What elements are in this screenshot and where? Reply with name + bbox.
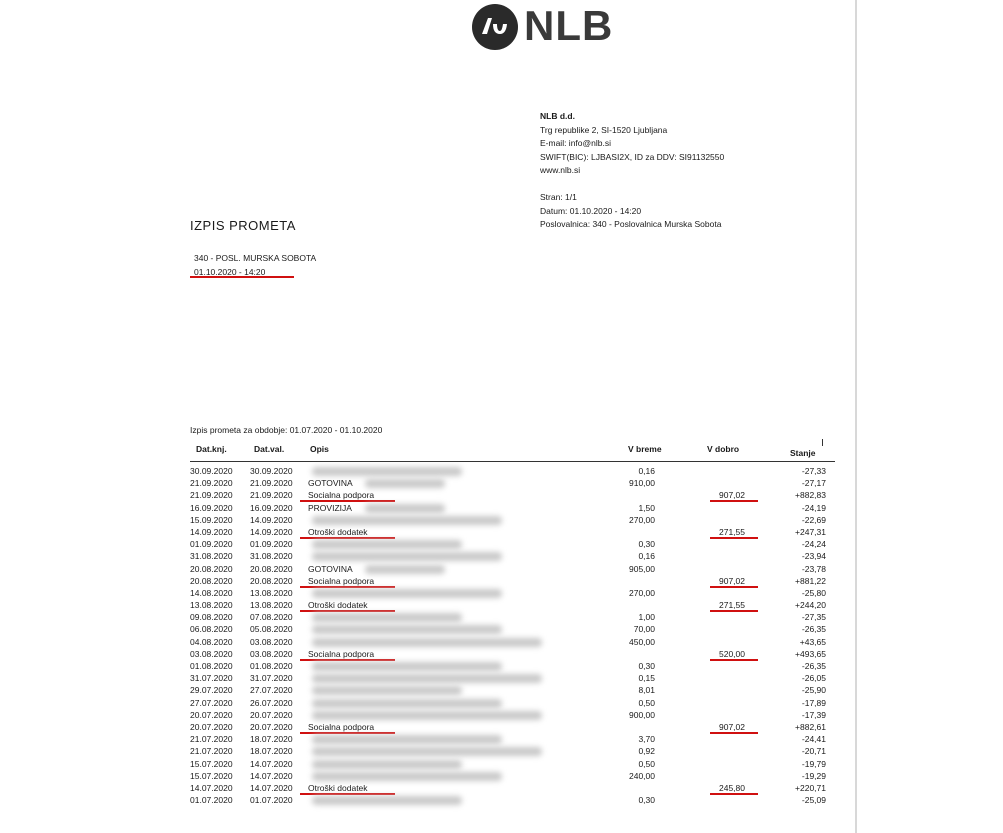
redacted-text	[312, 747, 542, 756]
table-row	[190, 623, 840, 635]
transactions-table	[190, 465, 840, 806]
debit-amount: 0,16	[638, 466, 655, 476]
bank-name: NLB d.d.	[540, 111, 575, 121]
balance: +244,20	[795, 600, 826, 611]
table-row	[190, 563, 840, 575]
balance: -23,94	[801, 551, 826, 562]
redacted-text	[312, 552, 502, 561]
header-dat-knj: Dat.knj.	[196, 444, 227, 454]
page-edge	[855, 0, 857, 833]
debit-amount: 900,00	[629, 709, 655, 720]
timestamp-underline	[190, 276, 294, 278]
date-booked: 15.07.2020	[190, 758, 233, 769]
description: Socialna podpora	[308, 490, 375, 501]
date-booked: 20.07.2020	[190, 709, 233, 720]
description: Otroški dodatek	[308, 782, 368, 793]
date-booked: 21.07.2020	[190, 734, 233, 745]
balance: -22,69	[801, 514, 826, 525]
nlb-brand-text: NLB	[524, 2, 614, 49]
bank-swift: SWIFT(BIC): LJBASI2X, ID za DDV: SI91132550	[540, 151, 725, 162]
debit-amount: 1,50	[638, 502, 655, 513]
branch-code: 340 - POSL. MURSKA SOBOTA	[194, 253, 317, 263]
bank-address: Trg republike 2, SI-1520 Ljubljana	[540, 124, 668, 135]
description: PROVIZIJA	[308, 502, 352, 513]
table-row	[190, 782, 840, 794]
redacted-text	[312, 674, 542, 683]
date-value: 14.07.2020	[250, 758, 293, 769]
date-value: 03.08.2020	[250, 636, 293, 647]
date-value: 14.07.2020	[250, 782, 293, 793]
date-value: 01.08.2020	[250, 661, 293, 671]
header-v-dobro: V dobro	[707, 444, 740, 454]
redacted-text	[365, 479, 445, 488]
balance: -19,29	[801, 770, 826, 781]
redacted-text	[312, 467, 462, 476]
balance: -23,78	[801, 563, 826, 574]
date-value: 27.07.2020	[250, 685, 293, 696]
branch-block	[194, 252, 316, 279]
redacted-text	[312, 711, 542, 720]
redacted-text	[312, 662, 502, 671]
table-row	[190, 733, 840, 745]
credit-amount: 520,00	[719, 648, 745, 659]
redacted-text	[312, 540, 462, 549]
header-v-breme: V breme	[628, 444, 662, 454]
balance: -27,35	[801, 612, 826, 623]
date-value: 14.09.2020	[250, 514, 293, 525]
balance: +43,65	[799, 636, 826, 647]
document-title: IZPIS PROMETA	[190, 218, 296, 233]
description: Socialna podpora	[308, 648, 375, 659]
date-value: 31.07.2020	[250, 673, 293, 684]
debit-amount: 0,92	[638, 746, 655, 757]
redacted-text	[312, 589, 502, 598]
date-booked: 01.09.2020	[190, 539, 233, 550]
debit-amount: 0,50	[638, 758, 655, 769]
credit-amount: 271,55	[719, 600, 745, 611]
debit-amount: 0,50	[638, 697, 655, 708]
header-opis: Opis	[310, 444, 329, 454]
description: Otroški dodatek	[308, 526, 368, 537]
description: GOTOVINA	[308, 563, 353, 574]
balance: -17,39	[801, 709, 826, 720]
table-row	[190, 502, 840, 514]
balance: -24,19	[801, 502, 826, 513]
balance: +220,71	[795, 782, 826, 793]
table-row	[190, 697, 840, 709]
date-booked: 16.09.2020	[190, 502, 233, 513]
date-value: 18.07.2020	[250, 734, 293, 745]
table-row	[190, 684, 840, 696]
date-booked: 01.08.2020	[190, 661, 233, 671]
table-row	[190, 758, 840, 770]
date-value: 14.07.2020	[250, 770, 293, 781]
redacted-text	[312, 613, 462, 622]
header-tick	[822, 439, 823, 446]
redacted-text	[312, 686, 462, 695]
bank-info-block	[540, 110, 724, 232]
table-row	[190, 648, 840, 660]
balance: +882,61	[795, 721, 826, 732]
date-value: 20.08.2020	[250, 575, 293, 586]
balance: -26,35	[801, 661, 826, 671]
balance: -20,71	[801, 746, 826, 757]
date-value: 01.09.2020	[250, 539, 293, 550]
redacted-text	[312, 699, 502, 708]
date-booked: 21.09.2020	[190, 478, 233, 489]
date-value: 07.08.2020	[250, 612, 293, 623]
balance: -25,09	[801, 795, 826, 806]
debit-amount: 450,00	[629, 636, 655, 647]
debit-amount: 0,15	[638, 673, 655, 684]
credit-amount: 907,02	[719, 721, 745, 732]
debit-amount: 0,30	[638, 795, 655, 806]
date-booked: 20.08.2020	[190, 575, 233, 586]
date-value: 20.08.2020	[250, 563, 293, 574]
date-value: 13.08.2020	[250, 600, 293, 611]
debit-amount: 240,00	[629, 770, 655, 781]
balance: -19,79	[801, 758, 826, 769]
date-booked: 13.08.2020	[190, 600, 233, 611]
table-row	[190, 672, 840, 684]
date-booked: 14.07.2020	[190, 782, 233, 793]
credit-amount: 271,55	[719, 526, 745, 537]
debit-amount: 0,30	[638, 539, 655, 550]
date-booked: 31.08.2020	[190, 551, 233, 562]
date-value: 21.09.2020	[250, 478, 293, 489]
bank-branch: Poslovalnica: 340 - Poslovalnica Murska Sobota	[540, 219, 722, 230]
balance: -26,35	[801, 624, 826, 635]
date-booked: 14.09.2020	[190, 526, 233, 537]
date-booked: 21.09.2020	[190, 490, 233, 501]
date-value: 14.09.2020	[250, 526, 293, 537]
balance: -27,33	[801, 466, 826, 476]
print-date: Datum: 01.10.2020 - 14:20	[540, 205, 642, 216]
table-row	[190, 794, 840, 806]
date-booked: 04.08.2020	[190, 636, 233, 647]
table-row	[190, 770, 840, 782]
statement-timestamp: 01.10.2020 - 14:20	[194, 266, 266, 277]
header-rule	[190, 461, 835, 462]
table-row	[190, 587, 840, 599]
redacted-text	[312, 516, 502, 525]
debit-amount: 0,30	[638, 661, 655, 671]
date-booked: 27.07.2020	[190, 697, 233, 708]
balance: -25,90	[801, 685, 826, 696]
nlb-logo	[472, 2, 632, 52]
table-row	[190, 538, 840, 550]
bank-website: www.nlb.si	[540, 165, 581, 176]
table-row	[190, 660, 840, 672]
balance: +493,65	[795, 648, 826, 659]
table-row	[190, 575, 840, 587]
redacted-text	[312, 735, 502, 744]
date-value: 18.07.2020	[250, 746, 293, 757]
date-booked: 20.08.2020	[190, 563, 233, 574]
credit-amount: 245,80	[719, 782, 745, 793]
date-booked: 03.08.2020	[190, 648, 233, 659]
balance: +882,83	[795, 490, 826, 501]
description: Socialna podpora	[308, 721, 375, 732]
debit-amount: 270,00	[629, 514, 655, 525]
balance: -25,80	[801, 587, 826, 598]
debit-amount: 8,01	[638, 685, 655, 696]
date-value: 30.09.2020	[250, 466, 293, 476]
page-number: Stran: 1/1	[540, 191, 577, 202]
debit-amount: 270,00	[629, 587, 655, 598]
date-booked: 15.07.2020	[190, 770, 233, 781]
date-booked: 09.08.2020	[190, 612, 233, 623]
description: Socialna podpora	[308, 575, 375, 586]
table-row	[190, 636, 840, 648]
redacted-text	[312, 772, 502, 781]
balance: -27,17	[801, 478, 826, 489]
table-row	[190, 550, 840, 562]
redacted-text	[312, 796, 462, 805]
redacted-text	[312, 625, 502, 634]
date-booked: 29.07.2020	[190, 685, 233, 696]
statement-period: Izpis prometa za obdobje: 01.07.2020 - 01.10.2020	[190, 425, 383, 435]
redacted-text	[312, 638, 542, 647]
date-booked: 30.09.2020	[190, 466, 233, 476]
redacted-text	[312, 760, 462, 769]
description: GOTOVINA	[308, 478, 353, 489]
balance: +881,22	[795, 575, 826, 586]
credit-amount: 907,02	[719, 490, 745, 501]
credit-amount: 907,02	[719, 575, 745, 586]
table-row	[190, 465, 840, 477]
table-row	[190, 611, 840, 623]
date-value: 05.08.2020	[250, 624, 293, 635]
table-row	[190, 526, 840, 538]
date-value: 26.07.2020	[250, 697, 293, 708]
date-booked: 01.07.2020	[190, 795, 233, 806]
debit-amount: 1,00	[638, 612, 655, 623]
debit-amount: 0,16	[638, 551, 655, 562]
date-booked: 06.08.2020	[190, 624, 233, 635]
date-booked: 20.07.2020	[190, 721, 233, 732]
table-row	[190, 709, 840, 721]
balance: -24,24	[801, 539, 826, 550]
table-row	[190, 514, 840, 526]
date-value: 20.07.2020	[250, 709, 293, 720]
date-value: 31.08.2020	[250, 551, 293, 562]
table-row	[190, 477, 840, 489]
date-booked: 14.08.2020	[190, 587, 233, 598]
header-dat-val: Dat.val.	[254, 444, 285, 454]
balance: -17,89	[801, 697, 826, 708]
header-stanje: Stanje	[790, 448, 816, 458]
nlb-logo-icon	[472, 4, 518, 50]
debit-amount: 70,00	[633, 624, 655, 635]
balance: -24,41	[801, 734, 826, 745]
table-row	[190, 599, 840, 611]
date-value: 03.08.2020	[250, 648, 293, 659]
balance: -26,05	[801, 673, 826, 684]
date-booked: 15.09.2020	[190, 514, 233, 525]
table-row	[190, 489, 840, 501]
balance: +247,31	[795, 526, 826, 537]
date-value: 01.07.2020	[250, 795, 293, 806]
date-value: 16.09.2020	[250, 502, 293, 513]
redacted-text	[365, 565, 445, 574]
description: Otroški dodatek	[308, 600, 368, 611]
date-booked: 21.07.2020	[190, 746, 233, 757]
bank-email: E-mail: info@nlb.si	[540, 138, 611, 149]
date-value: 20.07.2020	[250, 721, 293, 732]
table-row	[190, 745, 840, 757]
debit-amount: 905,00	[629, 563, 655, 574]
date-value: 21.09.2020	[250, 490, 293, 501]
debit-amount: 3,70	[638, 734, 655, 745]
redacted-text	[365, 504, 445, 513]
date-booked: 31.07.2020	[190, 673, 233, 684]
date-value: 13.08.2020	[250, 587, 293, 598]
debit-amount: 910,00	[629, 478, 655, 489]
table-row	[190, 721, 840, 733]
